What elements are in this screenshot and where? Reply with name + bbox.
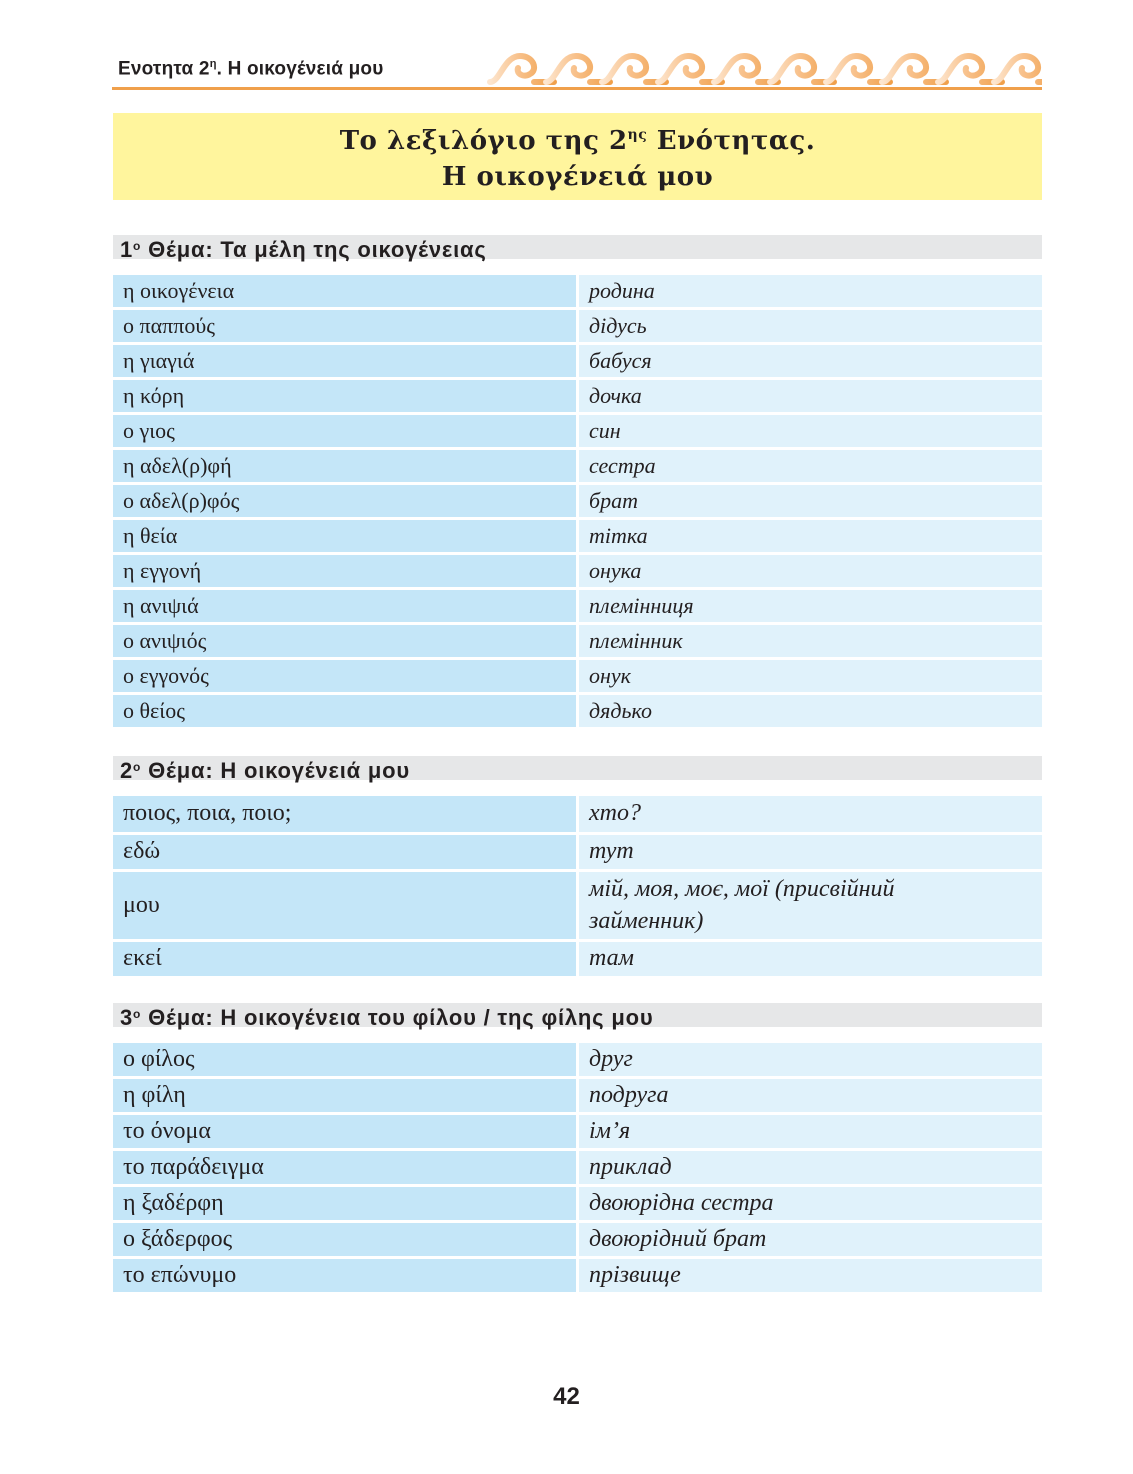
greek-term: ο εγγονός	[113, 659, 578, 694]
ukrainian-translation: брат	[578, 484, 1043, 519]
ukrainian-translation: дочка	[578, 379, 1043, 414]
wave-spiral	[714, 56, 778, 82]
ukrainian-translation: племінник	[578, 624, 1043, 659]
title-line-1: Το λεξιλόγιο της $2^{\eta\varsigma}$ Ενότητας.	[339, 126, 816, 156]
greek-term: εκεί	[113, 940, 578, 977]
table-row	[113, 624, 1042, 659]
section-1-heading: $1^o$ Θέμα: Τα μέλη της οικογένειας	[113, 235, 1042, 259]
table-row	[113, 1186, 1042, 1222]
greek-term: ο γιος	[113, 414, 578, 449]
table-row	[113, 414, 1042, 449]
greek-term: η οικογένεια	[113, 275, 578, 309]
greek-term: ο αδελ(ρ)φός	[113, 484, 578, 519]
table-row	[113, 379, 1042, 414]
ukrainian-translation: ім’я	[578, 1114, 1043, 1150]
table-row	[113, 1078, 1042, 1114]
vocabulary-title-box	[113, 113, 1042, 200]
header-rule	[112, 87, 1042, 90]
table-row	[113, 589, 1042, 624]
table-row	[113, 796, 1042, 833]
table-row	[113, 1222, 1042, 1258]
greek-term: το επώνυμο	[113, 1258, 578, 1294]
greek-term: ο θείος	[113, 694, 578, 729]
greek-term: η αδελ(ρ)φή	[113, 449, 578, 484]
table-row	[113, 659, 1042, 694]
ukrainian-translation: двоюрідна сестра	[578, 1186, 1043, 1222]
table-row	[113, 449, 1042, 484]
ukrainian-translation: друг	[578, 1043, 1043, 1078]
table-row	[113, 1043, 1042, 1078]
table-row	[113, 870, 1042, 940]
table-row	[113, 694, 1042, 729]
ukrainian-translation: бабуся	[578, 344, 1043, 379]
greek-term: η φίλη	[113, 1078, 578, 1114]
table-row	[113, 1114, 1042, 1150]
greek-term: η γιαγιά	[113, 344, 578, 379]
wave-spiral	[658, 56, 722, 82]
greek-term: το παράδειγμα	[113, 1150, 578, 1186]
ukrainian-translation: тітка	[578, 519, 1043, 554]
wave-spiral	[826, 56, 890, 82]
table-row	[113, 275, 1042, 309]
table-row	[113, 344, 1042, 379]
ukrainian-translation: приклад	[578, 1150, 1043, 1186]
ukrainian-translation: дядько	[578, 694, 1043, 729]
page-header	[112, 50, 1042, 92]
greek-term: εδώ	[113, 833, 578, 870]
page-number: 42	[553, 1383, 580, 1410]
ukrainian-translation: родина	[578, 275, 1043, 309]
vocab-table-3	[113, 1043, 1042, 1295]
greek-term: το όνομα	[113, 1114, 578, 1150]
section-2-heading: $2^o$ Θέμα: Η οικογένειά μου	[113, 756, 1042, 780]
greek-term: ο ανιψιός	[113, 624, 578, 659]
greek-term: μου	[113, 870, 578, 940]
table-row	[113, 484, 1042, 519]
ukrainian-translation: подруга	[578, 1078, 1043, 1114]
wave-spiral	[994, 56, 1042, 82]
wave-spiral	[938, 56, 1002, 82]
greek-term: ποιος, ποια, ποιο;	[113, 796, 578, 833]
greek-term: η κόρη	[113, 379, 578, 414]
ukrainian-translation: онука	[578, 554, 1043, 589]
wave-spiral	[770, 56, 834, 82]
table-row	[113, 519, 1042, 554]
ukrainian-translation: там	[578, 940, 1043, 977]
table-row	[113, 940, 1042, 977]
wave-spiral	[490, 56, 554, 82]
ukrainian-translation: мій, моя, моє, мої (присвійний займенник)	[578, 870, 1043, 940]
wave-spiral	[602, 56, 666, 82]
ukrainian-translation: син	[578, 414, 1043, 449]
greek-term: η ξαδέρφη	[113, 1186, 578, 1222]
ukrainian-translation: хто?	[578, 796, 1043, 833]
table-row	[113, 833, 1042, 870]
greek-term: η ανιψιά	[113, 589, 578, 624]
ukrainian-translation: прізвище	[578, 1258, 1043, 1294]
wave-spiral	[546, 56, 610, 82]
table-row	[113, 554, 1042, 589]
ukrainian-translation: дідусь	[578, 309, 1043, 344]
greek-term: η θεία	[113, 519, 578, 554]
ukrainian-translation: племінниця	[578, 589, 1043, 624]
greek-term: ο φίλος	[113, 1043, 578, 1078]
table-row	[113, 1258, 1042, 1294]
greek-term: ο παππούς	[113, 309, 578, 344]
vocab-table-2	[113, 796, 1042, 979]
ukrainian-translation: двоюрідний брат	[578, 1222, 1043, 1258]
ukrainian-translation: сестра	[578, 449, 1043, 484]
greek-term: ο ξάδερφος	[113, 1222, 578, 1258]
greek-wave-ornament	[482, 50, 1042, 88]
vocab-table-1	[113, 275, 1042, 730]
ukrainian-translation: онук	[578, 659, 1043, 694]
section-3-heading: $3^o$ Θέμα: Η οικογένεια του φίλου / της φίλης μου	[113, 1003, 1042, 1027]
title-line-2: Η οικογένειά μου	[441, 162, 714, 192]
unit-title: Ενοτητα $2^\eta$. Η οικογένειά μου	[118, 58, 384, 80]
greek-term: η εγγονή	[113, 554, 578, 589]
table-row	[113, 309, 1042, 344]
wave-spiral	[882, 56, 946, 82]
ukrainian-translation: тут	[578, 833, 1043, 870]
table-row	[113, 1150, 1042, 1186]
